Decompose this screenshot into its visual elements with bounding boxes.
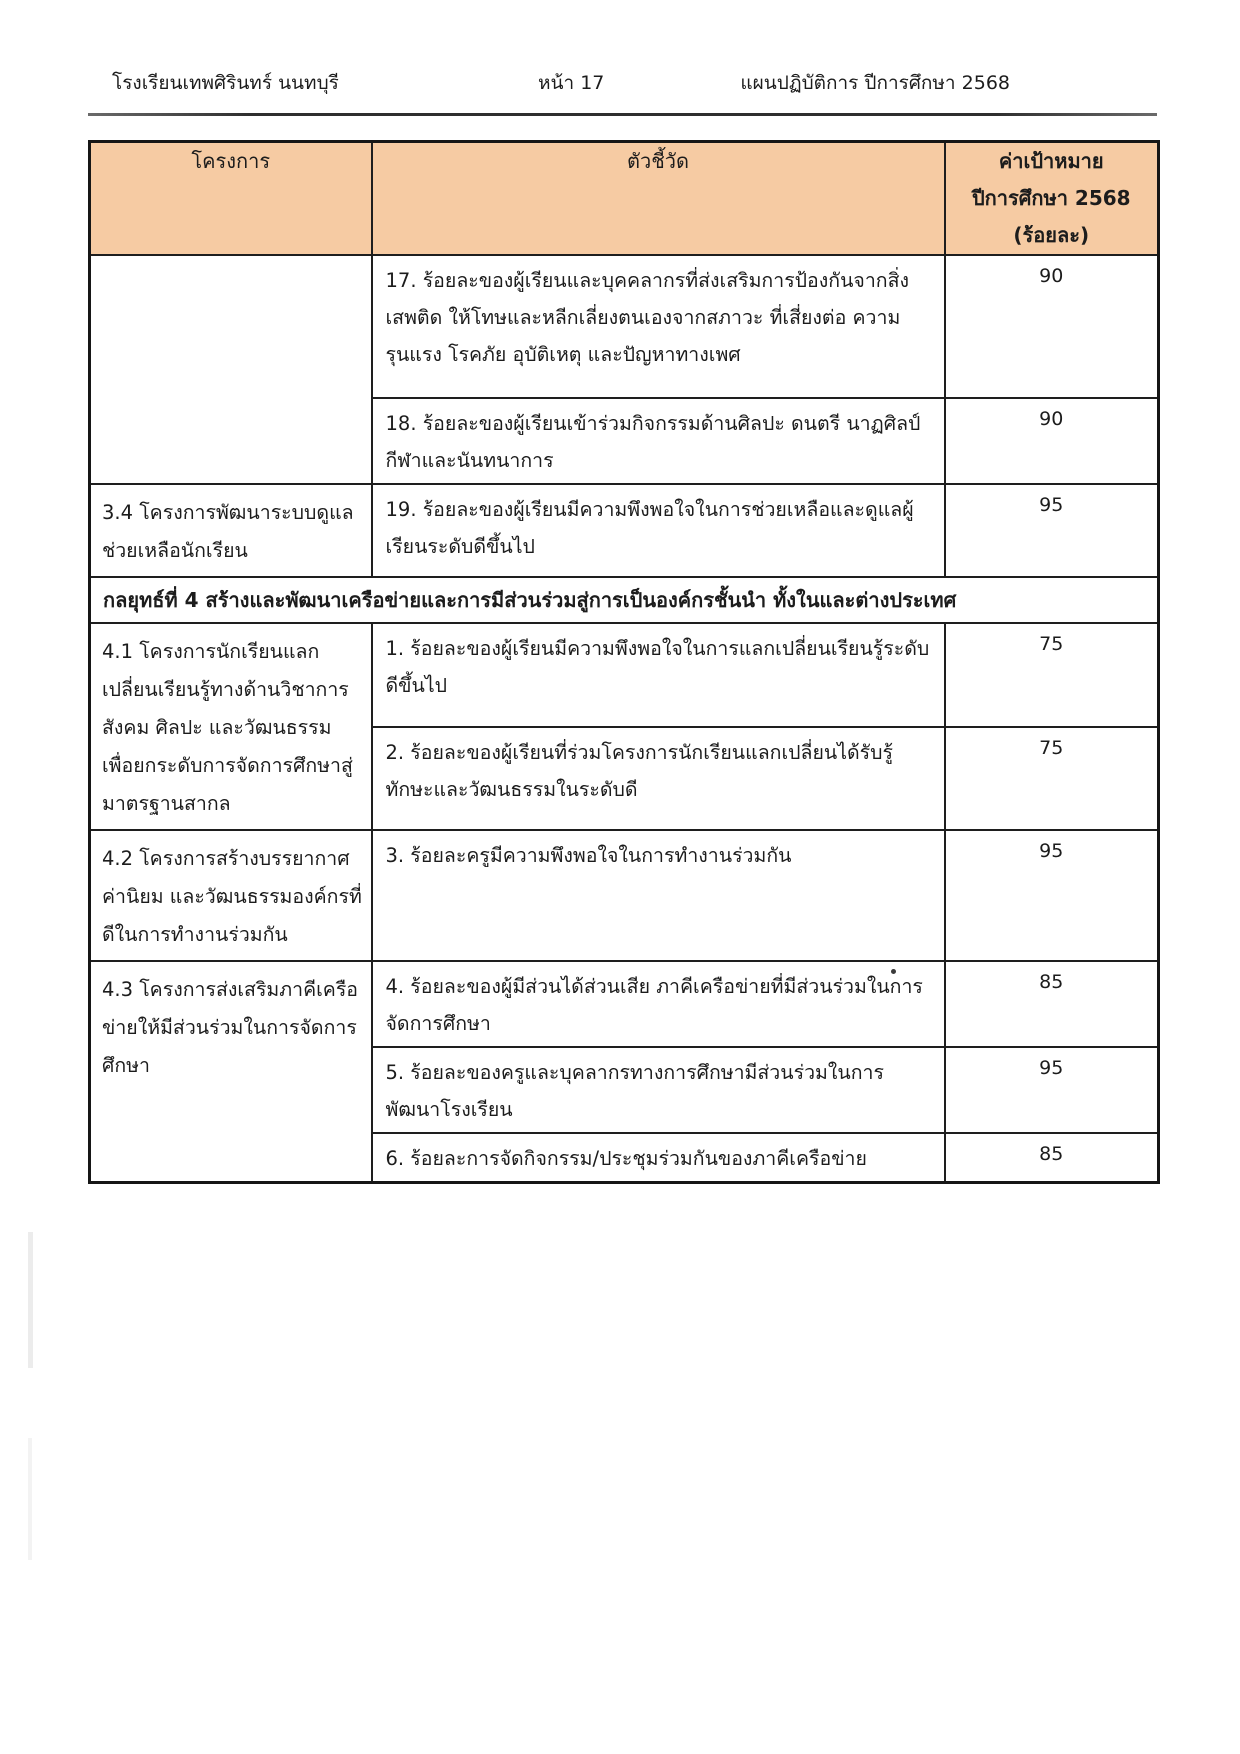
table-row bbox=[90, 623, 1159, 727]
table-row bbox=[90, 830, 1159, 961]
project-cell-3-4: 3.4 โครงการพัฒนาระบบดูแลช่วยเหลือนักเรียน bbox=[90, 484, 372, 577]
project-cell-4-3: 4.3 โครงการส่งเสริมภาคีเครือข่ายให้มีส่วนร่วมในการจัดการศึกษา bbox=[90, 961, 372, 1183]
target-cell-4: 85 bbox=[945, 961, 1159, 1047]
target-cell-3: 95 bbox=[945, 830, 1159, 961]
indicator-cell-5: 5. ร้อยละของครูและบุคลากรทางการศึกษามีส่วนร่วมในการพัฒนาโรงเรียน bbox=[372, 1047, 945, 1133]
indicator-cell-19: 19. ร้อยละของผู้เรียนมีความพึงพอใจในการช่วยเหลือและดูแลผู้เรียนระดับดีขึ้นไป bbox=[372, 484, 945, 577]
table-row bbox=[90, 484, 1159, 577]
project-cell-continued bbox=[90, 255, 372, 484]
strategy-band: กลยุทธ์ที่ 4 สร้างและพัฒนาเครือข่ายและการมีส่วนร่วมสู่การเป็นองค์กรชั้นนำ ทั้งในและต่างประเทศ bbox=[90, 577, 1159, 623]
target-header-line-3: (ร้อยละ) bbox=[1013, 223, 1090, 247]
indicator-cell-6: 6. ร้อยละการจัดกิจกรรม/ประชุมร่วมกันของภาคีเครือข่าย bbox=[372, 1133, 945, 1183]
target-header-line-2: ปีการศึกษา 2568 bbox=[971, 186, 1131, 210]
scan-dot-artifact bbox=[891, 969, 896, 974]
project-cell-4-1: 4.1 โครงการนักเรียนแลกเปลี่ยนเรียนรู้ทางด้านวิชาการ สังคม ศิลปะ และวัฒนธรรมเพื่อยกระดับการจัดการศึกษาสู่มาตรฐานสากล bbox=[90, 623, 372, 830]
target-cell-17: 90 bbox=[945, 255, 1159, 398]
indicator-cell-4: 4. ร้อยละของผู้มีส่วนได้ส่วนเสีย ภาคีเครือข่ายที่มีส่วนร่วมในการจัดการศึกษา bbox=[372, 961, 945, 1047]
col-header-target bbox=[945, 142, 1159, 256]
target-cell-2: 75 bbox=[945, 727, 1159, 831]
school-name: โรงเรียนเทพศิรินทร์ นนทบุรี bbox=[112, 72, 339, 94]
target-cell-6: 85 bbox=[945, 1133, 1159, 1183]
table-row bbox=[90, 961, 1159, 1047]
indicator-cell-3: 3. ร้อยละครูมีความพึงพอใจในการทำงานร่วมกัน bbox=[372, 830, 945, 961]
indicator-cell-17: 17. ร้อยละของผู้เรียนและบุคคลากรที่ส่งเสริมการป้องกันจากสิ่งเสพติด ให้โทษและหลีกเลี่ยงตนเองจากสภาวะ ที่เสี่ยงต่อ ความรุนแรง โรคภัย อุบัติเหตุ และปัญหาทางเพศ bbox=[372, 255, 945, 398]
target-cell-5: 95 bbox=[945, 1047, 1159, 1133]
indicator-cell-18: 18. ร้อยละของผู้เรียนเข้าร่วมกิจกรรมด้านศิลปะ ดนตรี นาฏศิลป์ กีฬาและนันทนาการ bbox=[372, 398, 945, 484]
page-header bbox=[0, 68, 1240, 94]
target-header-line-1: ค่าเป้าหมาย bbox=[998, 149, 1104, 173]
scan-streak-artifact bbox=[28, 1232, 33, 1368]
table-header-row bbox=[90, 142, 1159, 256]
strategy-band-row bbox=[90, 577, 1159, 623]
page-number: หน้า 17 bbox=[538, 72, 605, 94]
action-plan-table bbox=[88, 140, 1160, 1184]
indicator-cell-2: 2. ร้อยละของผู้เรียนที่ร่วมโครงการนักเรียนแลกเปลี่ยนได้รับรู้ทักษะและวัฒนธรรมในระดับดี bbox=[372, 727, 945, 831]
indicator-cell-1: 1. ร้อยละของผู้เรียนมีความพึงพอใจในการแลกเปลี่ยนเรียนรู้ระดับดีขึ้นไป bbox=[372, 623, 945, 727]
target-cell-18: 90 bbox=[945, 398, 1159, 484]
document-title: แผนปฏิบัติการ ปีการศึกษา 2568 bbox=[740, 72, 1010, 94]
scan-streak-artifact bbox=[28, 1438, 32, 1560]
header-rule bbox=[88, 113, 1157, 116]
target-cell-1: 75 bbox=[945, 623, 1159, 727]
target-cell-19: 95 bbox=[945, 484, 1159, 577]
col-header-project: โครงการ bbox=[90, 142, 372, 256]
project-cell-4-2: 4.2 โครงการสร้างบรรยากาศ ค่านิยม และวัฒนธรรมองค์กรที่ดีในการทำงานร่วมกัน bbox=[90, 830, 372, 961]
table-row bbox=[90, 255, 1159, 398]
col-header-indicator: ตัวชี้วัด bbox=[372, 142, 945, 256]
